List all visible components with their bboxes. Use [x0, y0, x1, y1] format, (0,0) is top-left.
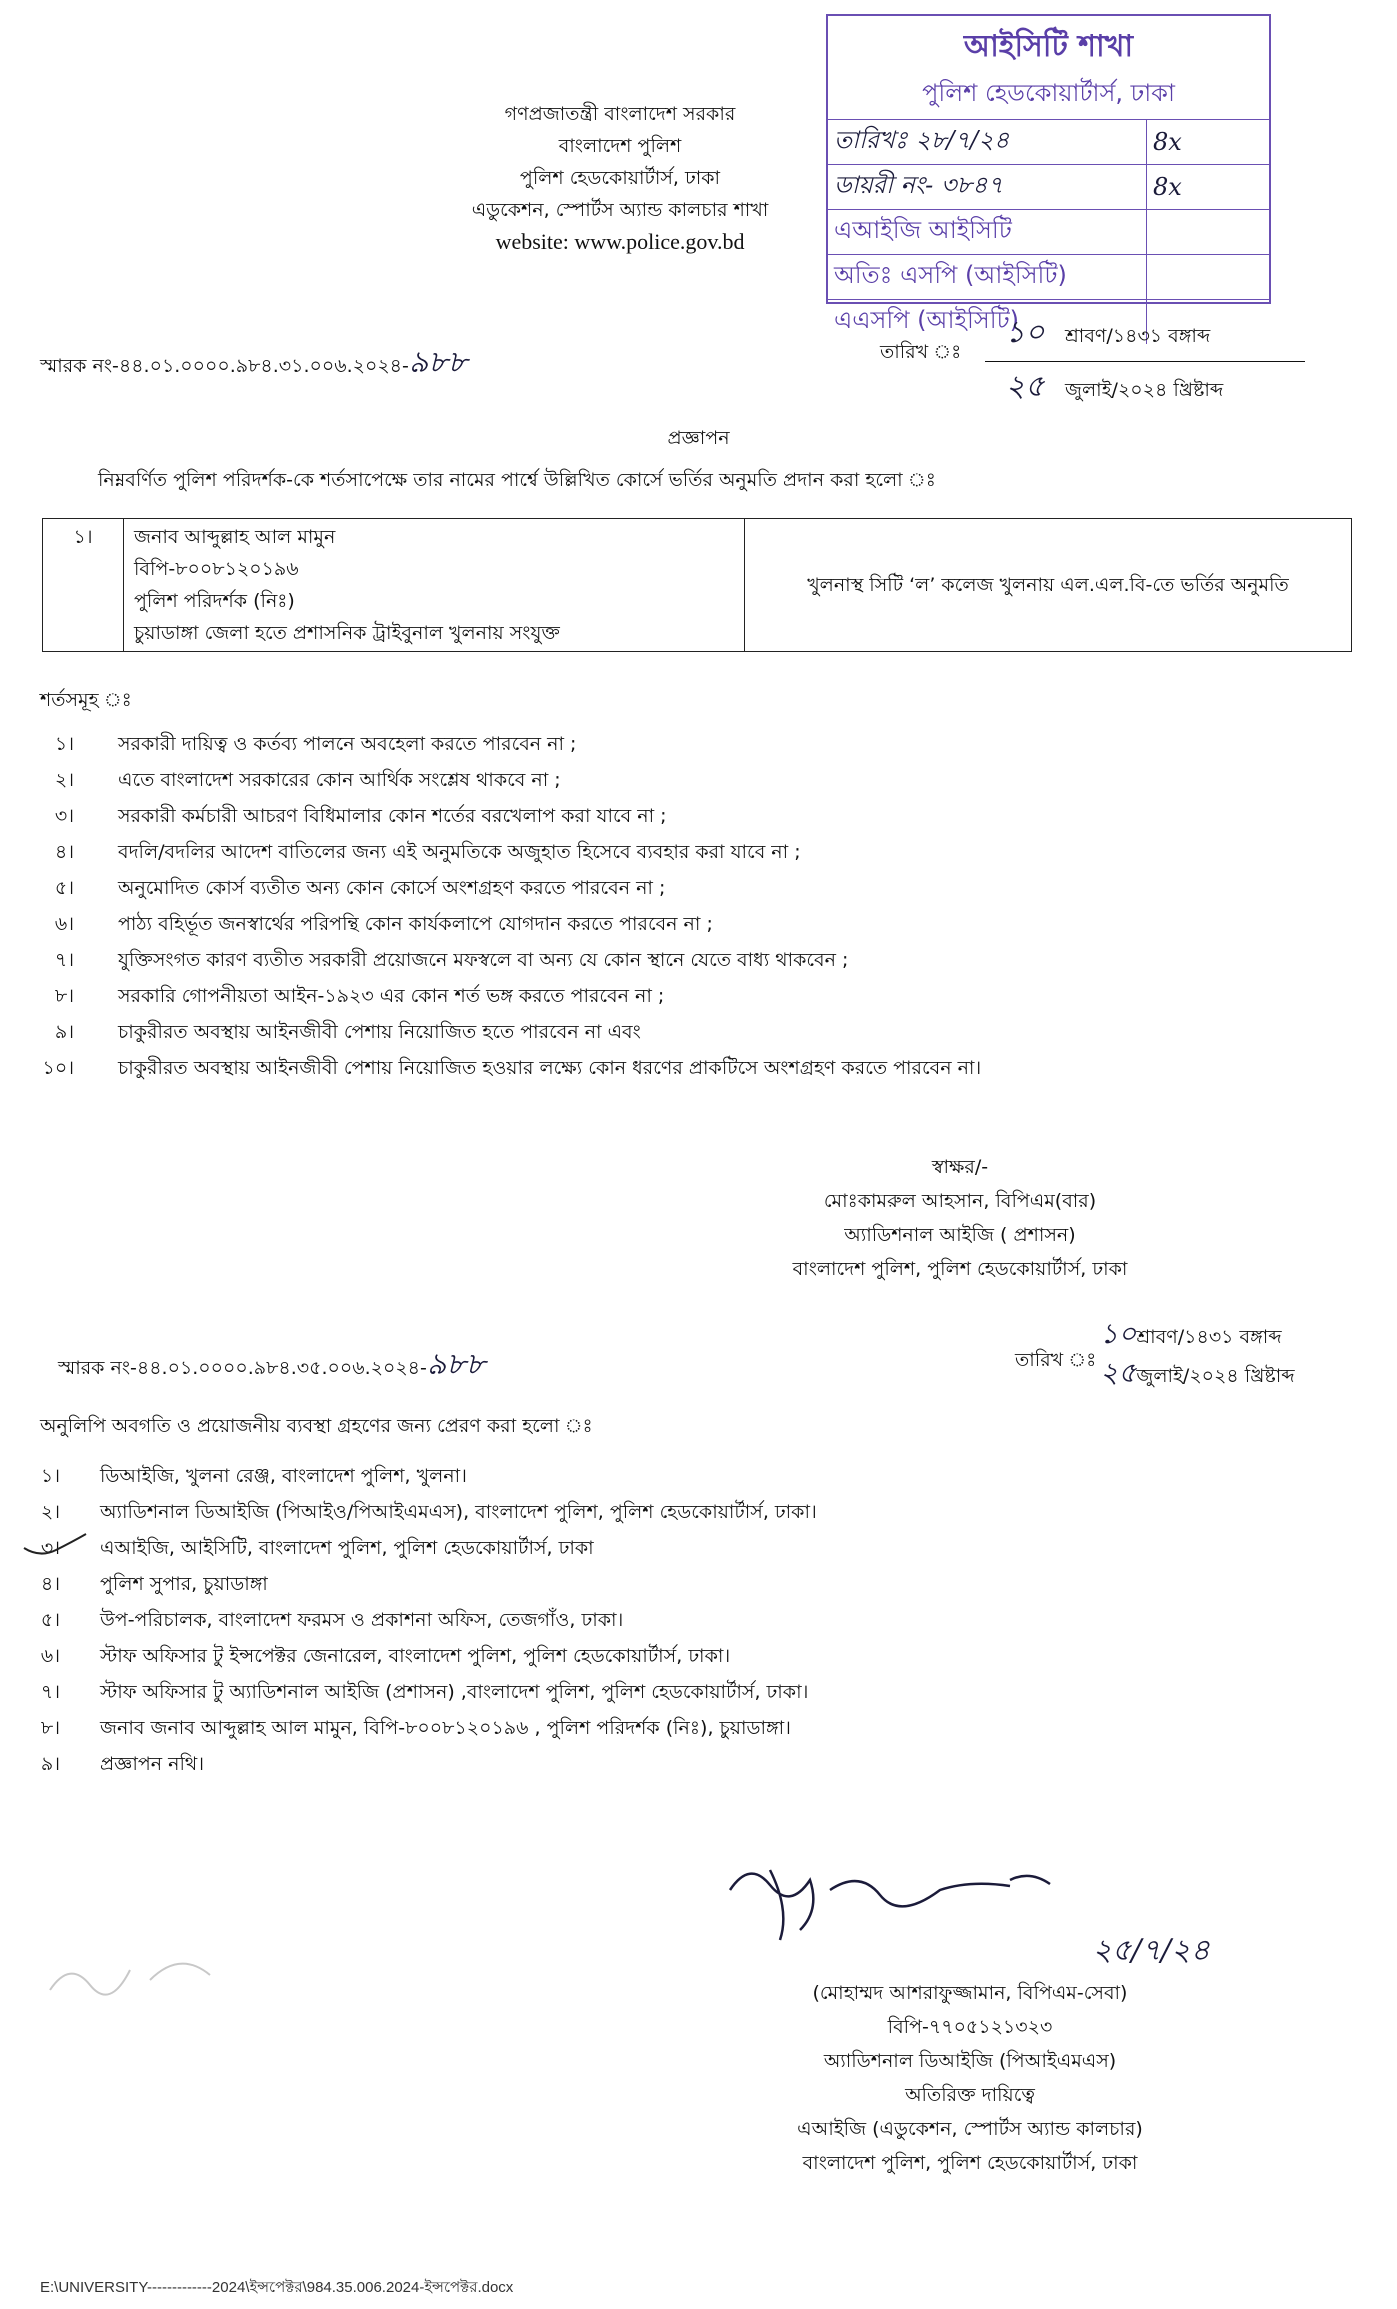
memo-reference-handwritten: ৯৮৮ — [426, 1347, 486, 1382]
memo-date-label: তারিখ ঃ — [1015, 1349, 1097, 1371]
letterhead-line-police: বাংলাদেশ পুলিশ — [558, 135, 682, 157]
memo-date-greg: ২৫ জুলাই/২০২৪ খ্রিষ্টাব্দ — [985, 361, 1305, 413]
letterhead-website: website: www.police.gov.bd — [495, 229, 745, 254]
signature-date-handwritten: ২৫/৭/২৪ — [1092, 1933, 1210, 1968]
stamp-row — [828, 255, 1269, 300]
memo-date — [1100, 1316, 1380, 1394]
list-item: ১। ডিআইজি, খুলনা রেঞ্জ, বাংলাদেশ পুলিশ, খুলনা। — [40, 1465, 467, 1487]
stamp-subtitle: পুলিশ হেডকোয়ার্টার্স, ঢাকা — [828, 75, 1269, 120]
signature-block-copy — [690, 1934, 1250, 2180]
stamp-row-value — [1147, 255, 1270, 300]
person-posting: চুয়াডাঙ্গা জেলা হতে প্রশাসনিক ট্রাইবুনাল খুলনায় সংযুক্ত — [134, 622, 560, 644]
table-row — [43, 519, 1352, 652]
memo-reference — [40, 338, 467, 389]
list-item: ৫। অনুমোদিত কোর্স ব্যতীত অন্য কোন কোর্সে অংশগ্রহণ করতে পারবেন না ; — [54, 877, 666, 899]
list-item: ৪। পুলিশ সুপার, চুয়াডাঙ্গা — [40, 1573, 268, 1595]
list-item: ৭। স্টাফ অফিসার টু অ্যাডিশনাল আইজি (প্রশাসন) ,বাংলাদেশ পুলিশ, পুলিশ হেডকোয়ার্টার্স, ঢাকা। — [40, 1681, 809, 1703]
list-item: ৭। যুক্তিসংগত কারণ ব্যতীত সরকারী প্রয়োজনে মফস্বলে বা অন্য যে কোন স্থানে যেতে বাধ্য থাকবেন ; — [54, 949, 849, 971]
person-name: জনাব আব্দুল্লাহ আল মামুন — [134, 526, 336, 548]
list-item: ৯। প্রজ্ঞাপন নথি। — [40, 1753, 205, 1775]
memo-date-label: তারিখ ঃ — [880, 341, 962, 363]
list-item: ৮। জনাব জনাব আব্দুল্লাহ আল মামুন, বিপি-৮০০৮১২০১৯৬ , পুলিশ পরিদর্শক (নিঃ), চুয়াডাঙ্গা। — [40, 1717, 791, 1739]
list-item: ১০। চাকুরীরত অবস্থায় আইনজীবী পেশায় নিয়োজিত হওয়ার লক্ষ্যে কোন ধরণের প্রাকটিসে অংশগ্রহণ করতে পারবেন না। — [42, 1057, 982, 1079]
notice-title: প্রজ্ঞাপন — [667, 427, 730, 449]
memo-date — [985, 308, 1305, 413]
list-item: ২। এতে বাংলাদেশ সরকারের কোন আর্থিক সংশ্লেষ থাকবে না ; — [54, 769, 561, 791]
stamp-row — [828, 165, 1269, 210]
list-item: ৯। চাকুরীরত অবস্থায় আইনজীবী পেশায় নিয়োজিত হতে পারবেন না এবং — [54, 1021, 641, 1043]
table-cell-course: খুলনাস্থ সিটি ‘ল’ কলেজ খুলনায় এল.এল.বি-তে ভর্তির অনুমতি — [745, 519, 1352, 652]
stamp-row — [828, 120, 1269, 165]
signatory-designation: অ্যাডিশনাল আইজি ( প্রশাসন) — [844, 1224, 1076, 1246]
signatory-bp: বিপি-৭৭০৫১২১৩২৩ — [887, 2016, 1053, 2038]
permission-table — [42, 518, 1352, 652]
stamp-row-label: এএসপি (আইসিটি) — [834, 306, 1020, 334]
stamp-row-label: এআইজি আইসিটি — [828, 210, 1147, 255]
stamp-row-label: তারিখঃ ২৮/৭/২৪ — [828, 120, 1147, 165]
memo-date-bangla: ১০শ্রাবণ/১৪৩১ বঙ্গাব্দ — [1100, 1317, 1282, 1350]
list-item: ২। অ্যাডিশনাল ডিআইজি (পিআইও/পিআইএমএস), বাংলাদেশ পুলিশ, পুলিশ হেডকোয়ার্টার্স, ঢাকা। — [40, 1501, 817, 1523]
faint-handwriting-icon — [40, 1930, 250, 2010]
file-path-footer: E:\UNIVERSITY-------------2024\ইন্সপেক্টর\984.35.006.2024-ইন্সপেক্টর.docx — [40, 2279, 514, 2296]
memo-reference-number: স্মারক নং-৪৪.০১.০০০০.৯৮৪.৩৫.০০৬.২০২৪- — [58, 1357, 427, 1379]
memo-reference-number: স্মারক নং-৪৪.০১.০০০০.৯৮৪.৩১.০০৬.২০২৪- — [40, 355, 409, 377]
check-mark-icon — [20, 1530, 90, 1560]
list-item: ৩। সরকারী কর্মচারী আচরণ বিধিমালার কোন শর্তের বরখেলাপ করা যাবে না ; — [54, 805, 667, 827]
stamp-row — [828, 210, 1269, 255]
list-item: ১। সরকারী দায়িত্ব ও কর্তব্য পালনে অবহেলা করতে পারবেন না ; — [54, 733, 577, 755]
letterhead-line-hq: পুলিশ হেডকোয়ার্টার্স, ঢাকা — [519, 167, 721, 189]
signatory-name: (মোহাম্মদ আশরাফুজ্জামান, বিপিএম-সেবা) — [812, 1982, 1128, 2004]
list-item: ৪। বদলি/বদলির আদেশ বাতিলের জন্য এই অনুমতিকে অজুহাত হিসেবে ব্যবহার করা যাবে না ; — [54, 841, 801, 863]
memo-reference-copy — [58, 1340, 485, 1391]
stamp-row-value: 8x — [1147, 120, 1270, 165]
signatory-aig: এআইজি (এডুকেশন, স্পোর্টস অ্যান্ড কালচার) — [797, 2118, 1143, 2140]
signatory-extra-charge: অতিরিক্ত দায়িত্বে — [905, 2084, 1035, 2106]
notice-intro: নিম্নবর্ণিত পুলিশ পরিদর্শক-কে শর্তসাপেক্ষে তার নামের পার্শ্বে উল্লিখিত কোর্সে ভর্তির অনুমতি প্রদান করা হলো ঃ — [98, 469, 936, 491]
memo-date-bangla: ১০ শ্রাবণ/১৪৩১ বঙ্গাব্দ — [1005, 315, 1211, 350]
stamp-row-label: অতিঃ এসপি (আইসিটি) — [828, 255, 1147, 300]
list-item: ৬। স্টাফ অফিসার টু ইন্সপেক্টর জেনারেল, বাংলাদেশ পুলিশ, পুলিশ হেডকোয়ার্টার্স, ঢাকা। — [40, 1645, 731, 1667]
table-cell-person — [124, 519, 745, 652]
copies-list — [0, 1458, 1397, 1782]
signatory-name: মোঃকামরুল আহসান, বিপিএম(বার) — [823, 1190, 1097, 1212]
letterhead-line-branch: এডুকেশন, স্পোর্টস অ্যান্ড কালচার শাখা — [471, 199, 769, 221]
stamp-row-value — [1147, 210, 1270, 255]
signature-block-primary — [690, 1150, 1230, 1286]
person-bp: বিপি-৮০০৮১২০১৯৬ — [134, 558, 299, 580]
conditions-heading: শর্তসমূহ ঃ — [40, 689, 132, 711]
signed-mark: স্বাক্ষর/- — [931, 1156, 989, 1178]
table-cell-serial: ১। — [43, 519, 124, 652]
list-item: ৩। এআইজি, আইসিটি, বাংলাদেশ পুলিশ, পুলিশ হেডকোয়ার্টার্স, ঢাকা — [40, 1537, 594, 1559]
conditions-list — [0, 726, 1397, 1086]
person-rank: পুলিশ পরিদর্শক (নিঃ) — [134, 590, 295, 612]
stamp-title: আইসিটি শাখা — [963, 29, 1134, 64]
stamp-row-value: 8x — [1147, 165, 1270, 210]
list-item: ৮। সরকারি গোপনীয়তা আইন-১৯২৩ এর কোন শর্ত ভঙ্গ করতে পারবেন না ; — [54, 985, 665, 1007]
letterhead — [420, 98, 820, 258]
list-item: ৫। উপ-পরিচালক, বাংলাদেশ ফরমস ও প্রকাশনা অফিস, তেজগাঁও, ঢাকা। — [40, 1609, 624, 1631]
letterhead-line-government: গণপ্রজাতন্ত্রী বাংলাদেশ সরকার — [504, 103, 736, 125]
signatory-office: বাংলাদেশ পুলিশ, পুলিশ হেডকোয়ার্টার্স, ঢাকা — [792, 1258, 1128, 1280]
memo-date-greg: ২৫জুলাই/২০২৪ খ্রিষ্টাব্দ — [1100, 1356, 1295, 1389]
memo-reference-handwritten: ৯৮৮ — [408, 345, 468, 380]
signatory-designation: অ্যাডিশনাল ডিআইজি (পিআইএমএস) — [823, 2050, 1117, 2072]
signatory-office: বাংলাদেশ পুলিশ, পুলিশ হেডকোয়ার্টার্স, ঢাকা — [802, 2152, 1138, 2174]
stamp-row-label: ডায়রী নং- ৩৮৪৭ — [828, 165, 1147, 210]
copies-intro: অনুলিপি অবগতি ও প্রয়োজনীয় ব্যবস্থা গ্রহণের জন্য প্রেরণ করা হলো ঃ — [40, 1415, 593, 1437]
list-item: ৬। পাঠ্য বহির্ভূত জনস্বার্থের পরিপন্থি কোন কার্যকলাপে যোগদান করতে পারবেন না ; — [54, 913, 713, 935]
